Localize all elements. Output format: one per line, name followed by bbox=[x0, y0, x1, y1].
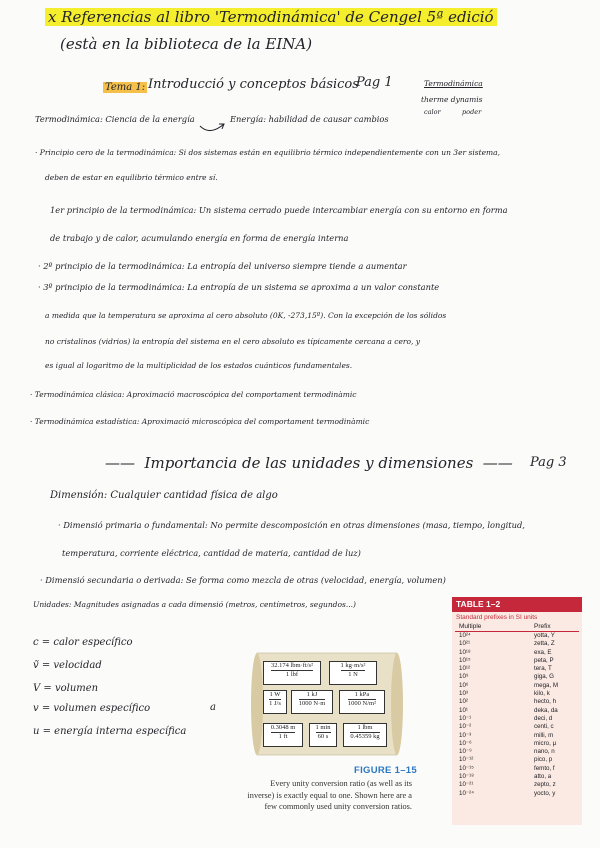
prefix-cell: tera, T bbox=[534, 665, 552, 673]
multiple-cell: 10² bbox=[459, 698, 468, 706]
prefix-cell: exa, E bbox=[534, 648, 552, 656]
principle-third-d: es igual al logaritmo de la multiplicidad de los estados cuánticos fundamentales. bbox=[45, 361, 353, 370]
table-row bbox=[452, 673, 582, 681]
side-note-top: Termodinámica bbox=[424, 79, 483, 88]
tema-label: Tema 1: bbox=[105, 82, 146, 93]
ratio-kg-newton: $\frac{\text{1 kg·m/s²}}{1 N}$ bbox=[329, 661, 377, 685]
prefix-cell: yotta, Y bbox=[534, 632, 555, 639]
multiple-cell: 10¹² bbox=[459, 665, 471, 673]
multiple-cell: 10³ bbox=[459, 690, 468, 698]
table-row bbox=[452, 657, 582, 665]
prefix-cell: centi, c bbox=[534, 723, 554, 731]
table-row bbox=[452, 690, 582, 698]
side-note-sub2: poder bbox=[462, 108, 482, 116]
table-header bbox=[455, 622, 579, 632]
multiple-cell: 10²¹ bbox=[459, 640, 471, 648]
multiple-cell: 10¹⁸ bbox=[459, 648, 471, 656]
table-title: TABLE 1–2 bbox=[452, 597, 582, 612]
si-prefix-table bbox=[452, 597, 582, 825]
primary-dimension-b: temperatura, corriente eléctrica, cantidad de materia, cantidad de luz) bbox=[62, 548, 361, 558]
table-row bbox=[452, 765, 582, 773]
ratio-watt: $\frac{1 W}{1 J/s}$ bbox=[263, 690, 287, 714]
ratio-kilopascal: $\frac{\text{1 kPa}}{\text{1000 N/m²}}$ bbox=[339, 690, 385, 714]
multiple-cell: 10¹⁵ bbox=[459, 656, 471, 664]
ratio-lbm-kg: $\frac{\text{1 lbm}}{0.45359 kg}$ bbox=[343, 723, 387, 747]
prefix-cell: mega, M bbox=[534, 681, 559, 689]
section2-title: —— Importancia de las unidades y dimensiones —— bbox=[105, 454, 513, 472]
prefix-cell: zetta, Z bbox=[534, 640, 555, 648]
multiple-cell: 10⁻¹² bbox=[459, 756, 474, 764]
principle-zero-b: deben de estar en equilibrio térmico entre sí. bbox=[45, 173, 218, 182]
symbol-internal-energy: u = energía interna específica bbox=[33, 726, 187, 737]
table-row bbox=[452, 732, 582, 740]
table-row bbox=[452, 781, 582, 789]
figure-title: FIGURE 1–15 bbox=[354, 765, 417, 776]
side-note-bottom: therme dynamis bbox=[421, 95, 483, 104]
prefix-cell: hecto, h bbox=[534, 698, 557, 706]
multiple-cell: 10⁶ bbox=[459, 681, 469, 689]
principle-third-c: no cristalinos (vidrios) la entropía del sistema en el cero absoluto es típicamente cercana a cero, y bbox=[45, 337, 421, 346]
table-row bbox=[452, 632, 582, 640]
table-row bbox=[452, 649, 582, 657]
table-row bbox=[452, 698, 582, 706]
table-row bbox=[452, 740, 582, 748]
symbol-velocity: ṽ = velocidad bbox=[33, 660, 102, 671]
symbol-extra: a bbox=[210, 702, 216, 713]
principle-third-a: · 3º principio de la termodinámica: La entropía de un sistema se aproxima a un valor constante bbox=[38, 282, 440, 292]
table-row bbox=[452, 748, 582, 756]
table-body bbox=[452, 632, 582, 798]
multiple-cell: 10¹ bbox=[459, 706, 468, 714]
ratio-kilojoule: $\frac{1 kJ}{1000 N\cdot m}$ bbox=[291, 690, 333, 714]
principle-first-b: de trabajo y de calor, acumulando energía en forma de energía interna bbox=[50, 233, 349, 243]
ratio-minute: $\frac{1 \min}{60 s}$ bbox=[309, 723, 337, 747]
multiple-cell: 10⁻²¹ bbox=[459, 781, 474, 789]
ratio-lbm-lbf: $\frac{\text{32.174 lbm·ft/s²}}{\text{1 lbf}}$ bbox=[263, 661, 321, 685]
side-note-sub1: calor bbox=[424, 108, 441, 116]
definition-left: Termodinámica: Ciencia de la energía bbox=[35, 114, 195, 124]
principle-second: · 2º principio de la termodinámica: La entropía del universo siempre tiende a aumentar bbox=[38, 261, 407, 271]
tema-title: Introducció y conceptos básicos bbox=[148, 77, 359, 92]
multiple-cell: 10⁹ bbox=[459, 673, 469, 681]
col-multiple: Multiple bbox=[459, 623, 482, 630]
principle-first-a: 1er principio de la termodinámica: Un sistema cerrado puede intercambiar energía con su entorno en forma bbox=[50, 205, 508, 215]
prefix-cell: yocto, y bbox=[534, 789, 556, 797]
dimension-def: Dimensión: Cualquier cantidad física de algo bbox=[50, 490, 278, 501]
symbol-specific-volume: v = volumen específico bbox=[33, 703, 151, 714]
section2-page: Pag 3 bbox=[530, 455, 567, 470]
symbol-c: c = calor específico bbox=[33, 637, 133, 648]
table-row bbox=[452, 707, 582, 715]
prefix-cell: deka, da bbox=[534, 706, 558, 714]
table-row bbox=[452, 723, 582, 731]
prefix-cell: micro, μ bbox=[534, 739, 557, 747]
principle-third-b: a medida que la temperatura se aproxima al cero absoluto (0K, -273,15º). Con la excepción de los sólidos bbox=[45, 311, 447, 320]
table-subtitle: Standard prefixes in SI units bbox=[456, 614, 538, 621]
prefix-cell: nano, n bbox=[534, 748, 555, 756]
table-row bbox=[452, 790, 582, 798]
classic-thermo: · Termodinámica clásica: Aproximació macroscópica del comportament termodinàmic bbox=[30, 390, 357, 399]
header-line-2: (està en la biblioteca de la EINA) bbox=[60, 35, 313, 53]
multiple-cell: 10⁻³ bbox=[459, 731, 472, 739]
table-row bbox=[452, 715, 582, 723]
arrow-icon bbox=[198, 118, 228, 136]
prefix-cell: milli, m bbox=[534, 731, 554, 739]
prefix-cell: zepto, z bbox=[534, 781, 556, 789]
ratio-meter-foot: $\frac{0.3048 m}{1 ft}$ bbox=[263, 723, 303, 747]
multiple-cell: 10⁻⁶ bbox=[459, 739, 472, 747]
principle-zero-a: · Principio cero de la termodinámica: Si dos sistemas están en equilibrio térmico independientemente con un 3er sistema, bbox=[35, 148, 501, 157]
primary-dimension-a: · Dimensió primaria o fundamental: No permite descomposición en otras dimensiones (masa, tiempo, longitud, bbox=[58, 520, 525, 530]
prefix-cell: kilo, k bbox=[534, 690, 550, 698]
multiple-cell: 10⁻¹⁸ bbox=[459, 773, 474, 781]
table-row bbox=[452, 773, 582, 781]
multiple-cell: 10²⁴ bbox=[459, 632, 471, 639]
multiple-cell: 10⁻¹⁵ bbox=[459, 764, 474, 772]
units-def: Unidades: Magnitudes asignadas a cada dimensió (metros, centímetros, segundos...) bbox=[33, 600, 356, 609]
table-row bbox=[452, 756, 582, 764]
definition-right: Energía: habilidad de causar cambios bbox=[230, 114, 389, 124]
multiple-cell: 10⁻⁹ bbox=[459, 748, 472, 756]
multiple-cell: 10⁻¹ bbox=[459, 714, 472, 722]
prefix-cell: atto, a bbox=[534, 773, 552, 781]
figure-caption: Every unity conversion ratio (as well as its inverse) is exactly equal to one. Shown here are a few commonly used unity conversion ratios. bbox=[247, 779, 412, 811]
multiple-cell: 10⁻²⁴ bbox=[459, 789, 474, 797]
prefix-cell: deci, d bbox=[534, 714, 553, 722]
prefix-cell: peta, P bbox=[534, 656, 554, 664]
secondary-dimension: · Dimensió secundaria o derivada: Se forma como mezcla de otras (velocidad, energía, volumen) bbox=[40, 575, 446, 585]
table-row bbox=[452, 665, 582, 673]
prefix-cell: femto, f bbox=[534, 764, 555, 772]
tema-page: Pag 1 bbox=[356, 75, 393, 90]
conversion-figure bbox=[247, 647, 407, 762]
prefix-cell: pico, p bbox=[534, 756, 553, 764]
statistic-thermo: · Termodinámica estadística: Aproximació microscópica del comportament termodinàmic bbox=[30, 417, 370, 426]
header-line-1: x Referencias al libro 'Termodinámica' de Cengel 5ª edició bbox=[45, 10, 497, 25]
table-row bbox=[452, 682, 582, 690]
multiple-cell: 10⁻² bbox=[459, 723, 472, 731]
symbol-volume: V = volumen bbox=[33, 683, 99, 694]
col-prefix: Prefix bbox=[534, 623, 551, 630]
table-row bbox=[452, 640, 582, 648]
prefix-cell: giga, G bbox=[534, 673, 554, 681]
